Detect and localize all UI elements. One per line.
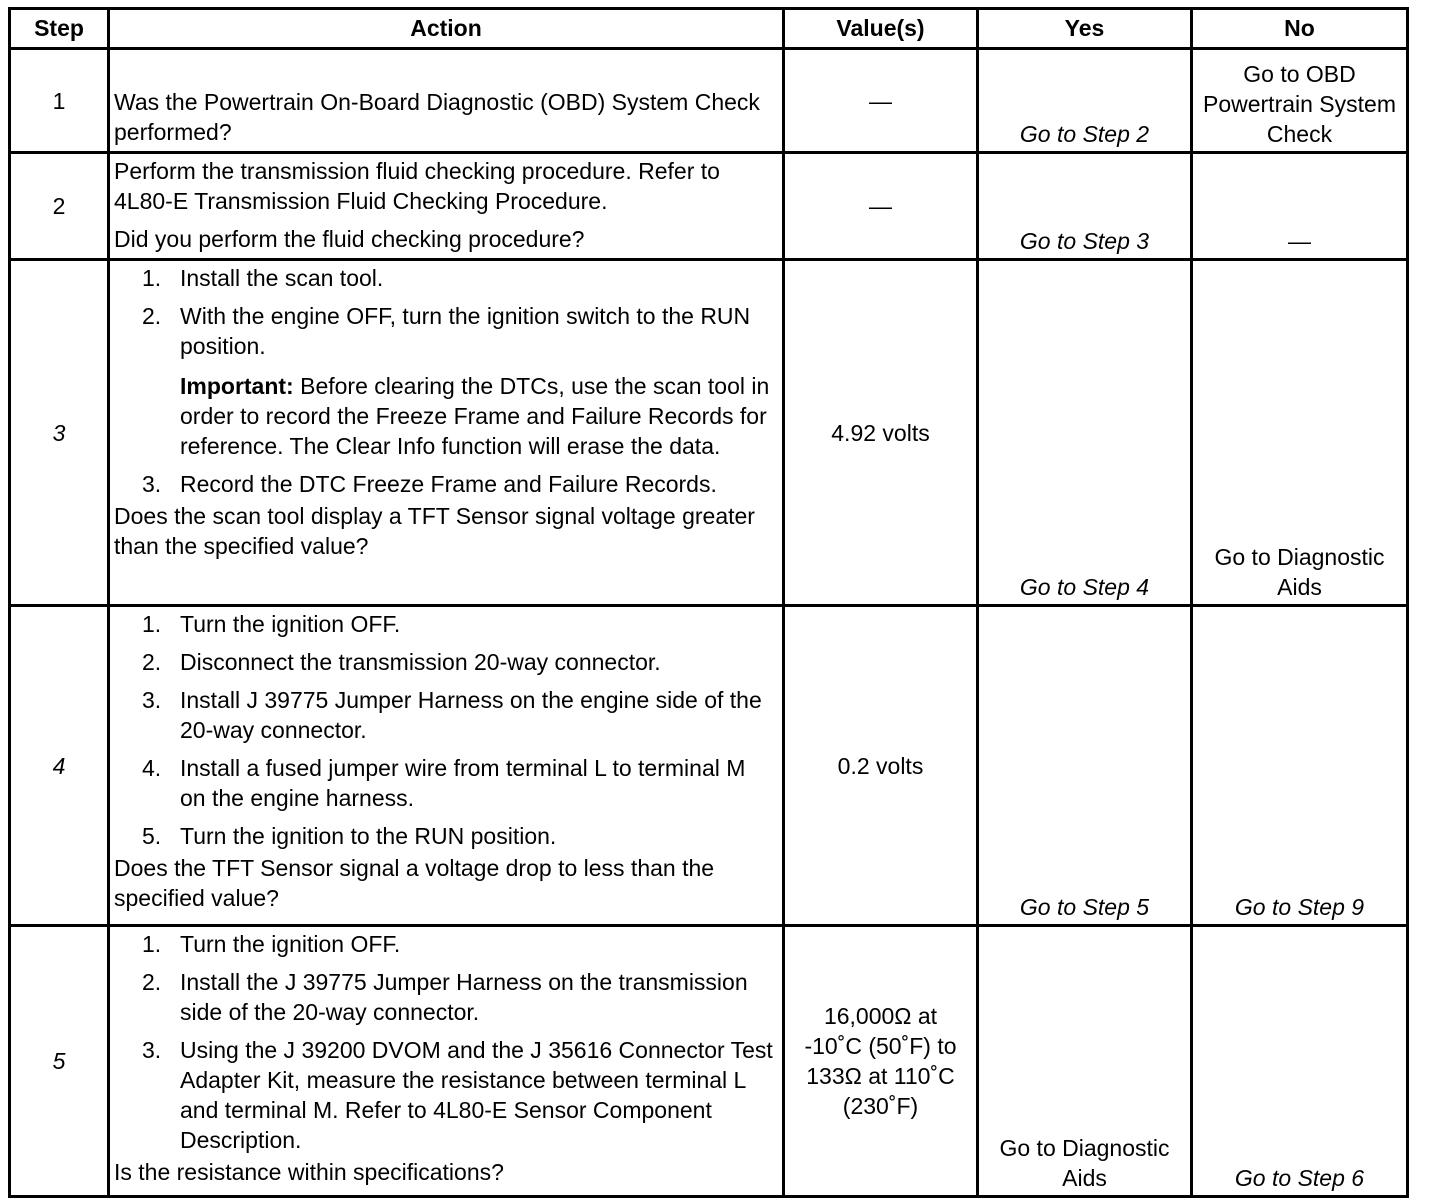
action-steps-list: [114, 469, 776, 499]
list-item: 1. Install the scan tool.: [142, 265, 384, 291]
value-line: (230˚F): [842, 1093, 919, 1119]
list-item: 1. Turn the ignition OFF.: [142, 611, 401, 637]
important-text: Before clearing the DTCs, use the scan tool in order to record the Freeze Frame and Failure Records for reference. The Clear Info function will erase the data.: [180, 373, 770, 459]
action-cell: [109, 153, 784, 260]
value-cell: —: [784, 49, 978, 153]
step-number: 3: [10, 260, 109, 606]
value-line: 16,000Ω at: [823, 1003, 938, 1029]
list-item: 2. Install the J 39775 Jumper Harness on the transmission side of the 20-way connector.: [142, 969, 748, 1025]
list-item: 3. Record the DTC Freeze Frame and Failure Records.: [142, 471, 717, 497]
list-item: 2. Disconnect the transmission 20-way connector.: [142, 649, 661, 675]
header-row: [10, 9, 1408, 49]
action-intro: Perform the transmission fluid checking procedure. Refer to 4L80-E Transmission Fluid Checking Procedure.: [114, 158, 720, 214]
yes-cell: Go to Step 4: [978, 260, 1192, 606]
action-question: Did you perform the fluid checking procedure?: [114, 226, 585, 252]
action-cell: [109, 926, 784, 1197]
yes-cell: Go to Diagnostic Aids: [978, 926, 1192, 1197]
value-cell: —: [784, 153, 978, 260]
action-cell: [109, 606, 784, 926]
list-item: 4. Install a fused jumper wire from terminal L to terminal M on the engine harness.: [142, 755, 746, 811]
action-question: Does the scan tool display a TFT Sensor signal voltage greater than the specified value?: [114, 503, 755, 559]
action-cell: [109, 49, 784, 153]
header-no: No: [1192, 9, 1408, 49]
yes-cell: Go to Step 2: [978, 49, 1192, 153]
value-line: -10˚C (50˚F) to: [804, 1033, 957, 1059]
table-row-step-1: [10, 49, 1408, 153]
step-number: 4: [10, 606, 109, 926]
header-values: Value(s): [784, 9, 978, 49]
list-item: 1. Turn the ignition OFF.: [142, 931, 401, 957]
no-cell: Go to OBD Powertrain System Check: [1192, 49, 1408, 153]
table-row-step-2: [10, 153, 1408, 260]
step-number: 2: [10, 153, 109, 260]
action-question: Was the Powertrain On-Board Diagnostic (OBD) System Check performed?: [114, 89, 760, 145]
important-label: Important:: [180, 373, 294, 399]
list-item: 3. Using the J 39200 DVOM and the J 35616 Connector Test Adapter Kit, measure the resistance between terminal L and terminal M. Refer to 4L80-E Sensor Component Description.: [142, 1037, 773, 1153]
important-note: [114, 371, 776, 461]
header-yes: Yes: [978, 9, 1192, 49]
action-cell: [109, 260, 784, 606]
table-row-step-5: [10, 926, 1408, 1197]
value-cell: 4.92 volts: [784, 260, 978, 606]
step-number: 5: [10, 926, 109, 1197]
yes-cell: Go to Step 5: [978, 606, 1192, 926]
header-action: Action: [109, 9, 784, 49]
no-cell: Go to Step 9: [1192, 606, 1408, 926]
diagnostic-table: [8, 7, 1409, 1198]
list-item: 5. Turn the ignition to the RUN position.: [142, 823, 557, 849]
list-item: 2. With the engine OFF, turn the ignition switch to the RUN position.: [142, 303, 751, 359]
value-cell: [784, 926, 978, 1197]
table-row-step-4: [10, 606, 1408, 926]
yes-cell: Go to Step 3: [978, 153, 1192, 260]
list-item: 3. Install J 39775 Jumper Harness on the engine side of the 20-way connector.: [142, 687, 762, 743]
value-cell: 0.2 volts: [784, 606, 978, 926]
action-question: Does the TFT Sensor signal a voltage drop to less than the specified value?: [114, 855, 715, 911]
value-line: 133Ω at 110˚C: [806, 1063, 955, 1089]
header-step: Step: [10, 9, 109, 49]
no-cell: Go to Diagnostic Aids: [1192, 260, 1408, 606]
no-cell: —: [1192, 153, 1408, 260]
action-steps-list: [114, 929, 776, 1155]
action-question: Is the resistance within specifications?: [114, 1159, 504, 1185]
no-cell: Go to Step 6: [1192, 926, 1408, 1197]
table-row-step-3: [10, 260, 1408, 606]
action-steps-list: [114, 263, 776, 361]
action-steps-list: [114, 609, 776, 851]
step-number: 1: [10, 49, 109, 153]
